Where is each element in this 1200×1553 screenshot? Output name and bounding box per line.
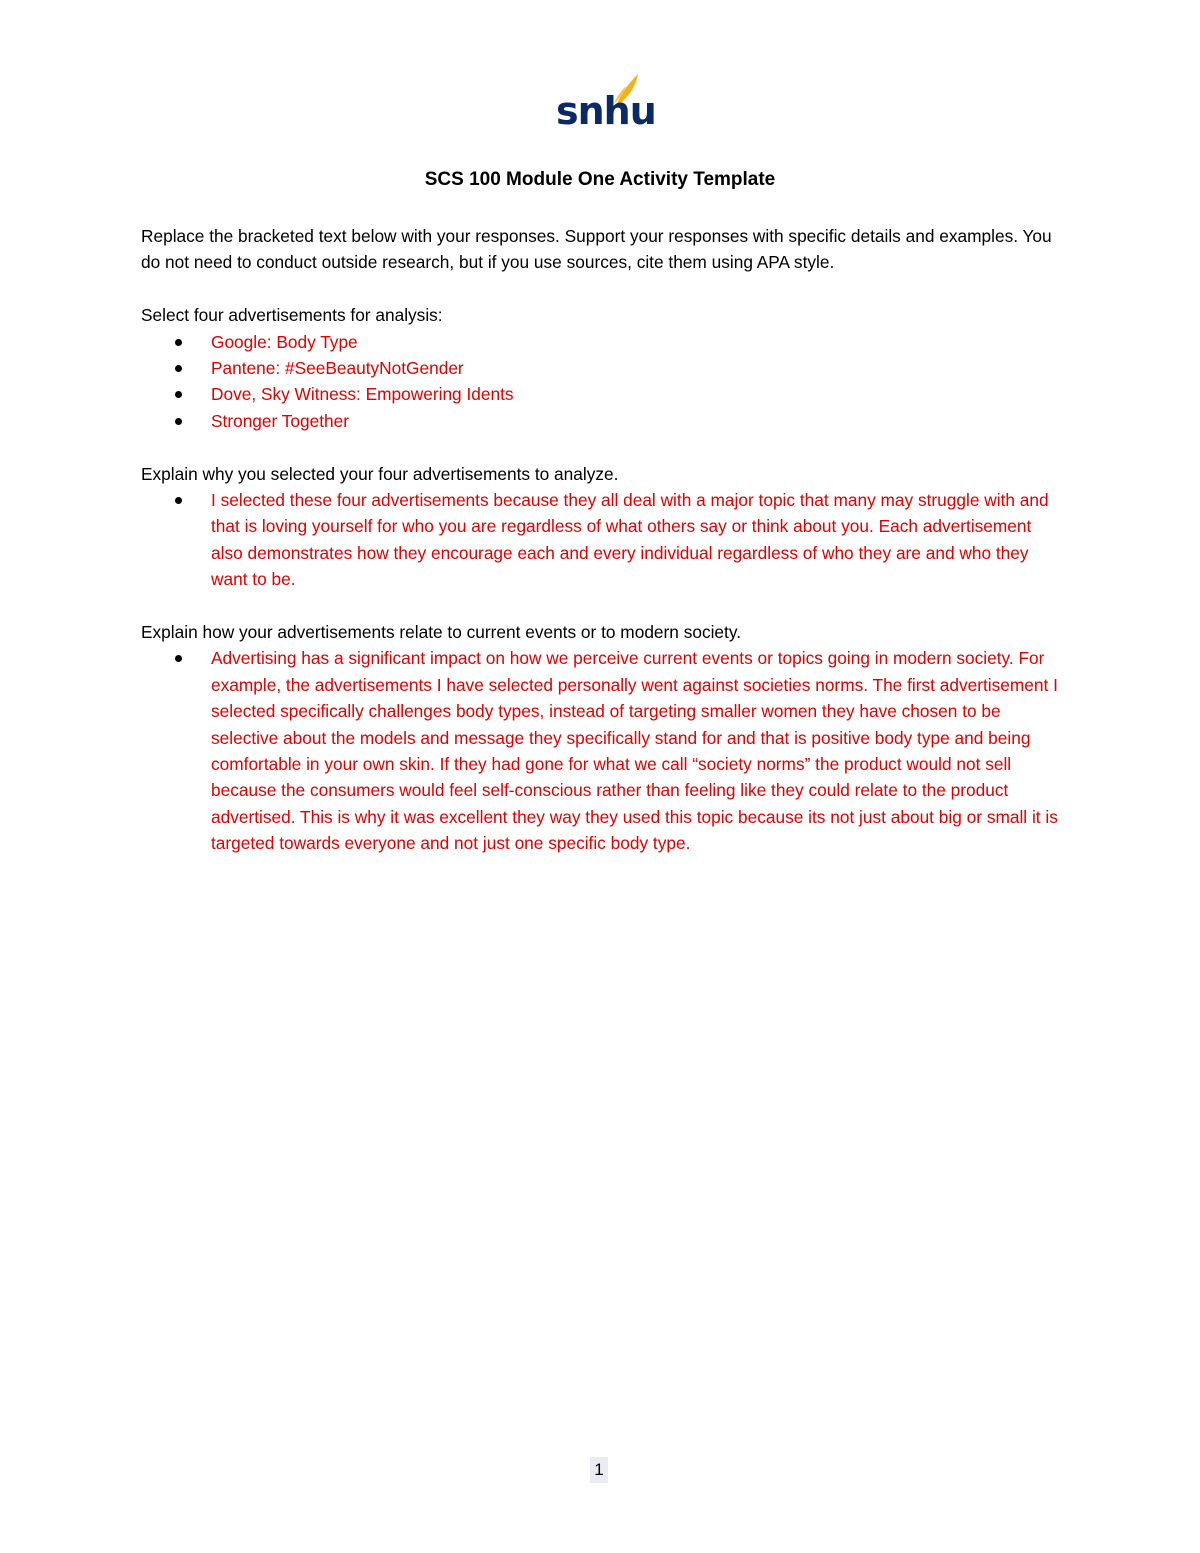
- section3-prompt: Explain how your advertisements relate to current events or to modern society.: [141, 622, 742, 643]
- intro-paragraph: Replace the bracketed text below with your responses. Support your responses with specific details and examples. You do not need to conduct outside research, but if you use sources, cite them using APA style.: [141, 226, 1052, 273]
- bullet-icon: [175, 391, 182, 398]
- snhu-logo: [548, 72, 656, 134]
- section2-prompt: Explain why you selected your four advertisements to analyze.: [141, 463, 619, 484]
- list-item: Pantene: #SeeBeautyNotGender: [141, 355, 1061, 381]
- list-item: Advertising has a significant impact on how we perceive current events or topics going in modern society. For example, the advertisements I have selected personally went against societies norms. The first advertisement I selected specifically challenges body types, instead of targeting smaller women they have chosen to be selective about the models and message they specifically stand for and that is positive body type and being comfortable in your own skin. If they had gone for what we call “society norms” the product would not sell because the consumers would feel self-conscious rather than feeling like they could relate to the product advertised. This is why it was excellent they way they used this topic because its not just about big or small it is targeted towards everyone and not just one specific body type.: [141, 645, 1061, 856]
- ad-list: [141, 329, 1061, 435]
- selection-reason-list: [141, 487, 1061, 593]
- bullet-icon: [175, 497, 182, 504]
- bullet-icon: [175, 418, 182, 425]
- document-title: SCS 100 Module One Activity Template: [424, 169, 776, 190]
- section1-prompt: Select four advertisements for analysis:: [141, 305, 443, 326]
- bullet-icon: [175, 339, 182, 346]
- society-relation-list: [141, 645, 1061, 856]
- page-number: 1: [590, 1457, 608, 1483]
- list-item: Dove, Sky Witness: Empowering Idents: [141, 381, 1061, 407]
- list-item: I selected these four advertisements because they all deal with a major topic that many may struggle with and that is loving yourself for who you are regardless of what others say or think about you. Each advertisement also demonstrates how they encourage each and every individual regardless of who they are and who they want to be.: [141, 487, 1061, 593]
- document-body: [141, 223, 1061, 857]
- bullet-icon: [175, 365, 182, 372]
- list-item: Stronger Together: [141, 408, 1061, 434]
- logo-wordmark: snhu: [556, 89, 656, 133]
- list-item: Google: Body Type: [141, 329, 1061, 355]
- bullet-icon: [175, 655, 182, 662]
